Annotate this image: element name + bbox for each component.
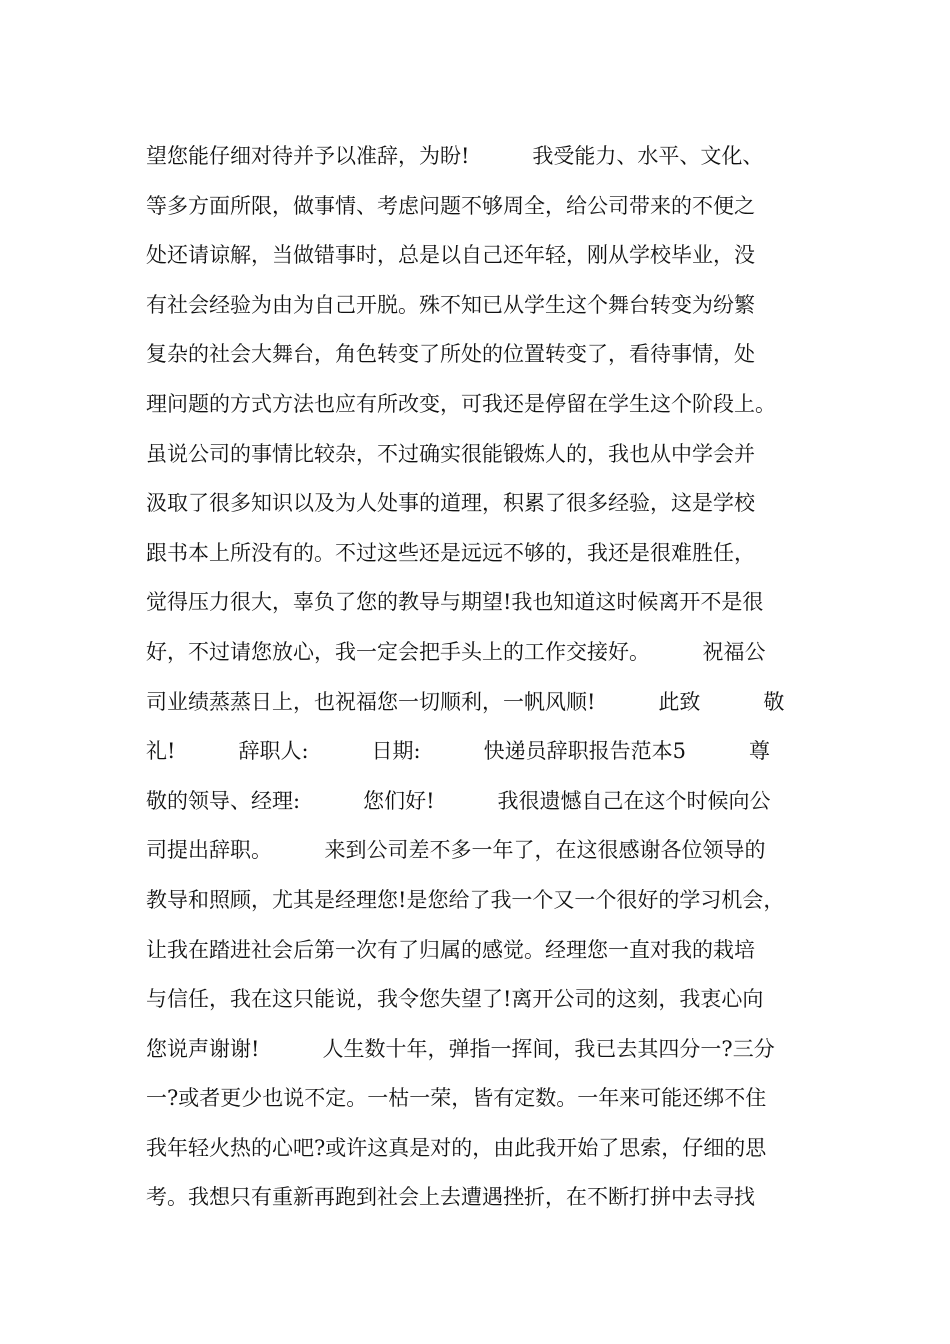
text-line: 理问题的方式方法也应有所改变，可我还是停留在学生这个阶段上。 xyxy=(146,391,776,416)
text-line: 跟书本上所没有的。不过这些还是远远不够的，我还是很难胜任， xyxy=(146,540,755,565)
text-line: 汲取了很多知识以及为人处事的道理，积累了很多经验，这是学校 xyxy=(146,491,755,516)
text-line: 考。我想只有重新再跑到社会上去遭遇挫折，在不断打拼中去寻找 xyxy=(146,1185,755,1210)
text-line: 教导和照顾，尤其是经理您!是您给了我一个又一个很好的学习机会， xyxy=(146,887,785,912)
text-line: 司提出辞职。 来到公司差不多一年了，在这很感谢各位领导的 xyxy=(146,838,766,863)
text-line: 司业绩蒸蒸日上，也祝福您一切顺利，一帆风顺! 此致 敬 xyxy=(146,689,785,714)
text-line: 好，不过请您放心，我一定会把手头上的工作交接好。 祝福公 xyxy=(146,639,766,664)
text-line: 与信任，我在这只能说，我令您失望了!离开公司的这刻，我衷心向 xyxy=(146,987,764,1012)
text-line: 有社会经验为由为自己开脱。殊不知已从学生这个舞台转变为纷繁 xyxy=(146,292,755,317)
text-line: 一?或者更少也说不定。一枯一荣，皆有定数。一年来可能还绑不住 xyxy=(146,1086,767,1111)
text-line: 处还请谅解，当做错事时，总是以自己还年轻，刚从学校毕业，没 xyxy=(146,243,755,268)
text-line: 我年轻火热的心吧?或许这真是对的，由此我开始了思索，仔细的思 xyxy=(146,1135,767,1160)
text-line: 让我在踏进社会后第一次有了归属的感觉。经理您一直对我的栽培 xyxy=(146,937,755,962)
text-line: 虽说公司的事情比较杂，不过确实很能锻炼人的，我也从中学会并 xyxy=(146,441,755,466)
text-line: 您说声谢谢! 人生数十年，弹指一挥间，我已去其四分一?三分 xyxy=(146,1036,775,1061)
text-line: 望您能仔细对待并予以准辞，为盼! 我受能力、水平、文化、 xyxy=(146,144,764,168)
text-line: 礼! 辞职人: 日期: 快递员辞职报告范本5 尊 xyxy=(146,739,770,764)
text-line: 复杂的社会大舞台，角色转变了所处的位置转变了，看待事情，处 xyxy=(146,342,755,367)
text-line: 等多方面所限，做事情、考虑问题不够周全，给公司带来的不便之 xyxy=(146,193,755,218)
text-line: 敬的领导、经理: 您们好! 我很遗憾自己在这个时候向公 xyxy=(146,788,771,813)
body-text xyxy=(146,132,826,1223)
text-line: 觉得压力很大，辜负了您的教导与期望!我也知道这时候离开不是很 xyxy=(146,590,764,615)
